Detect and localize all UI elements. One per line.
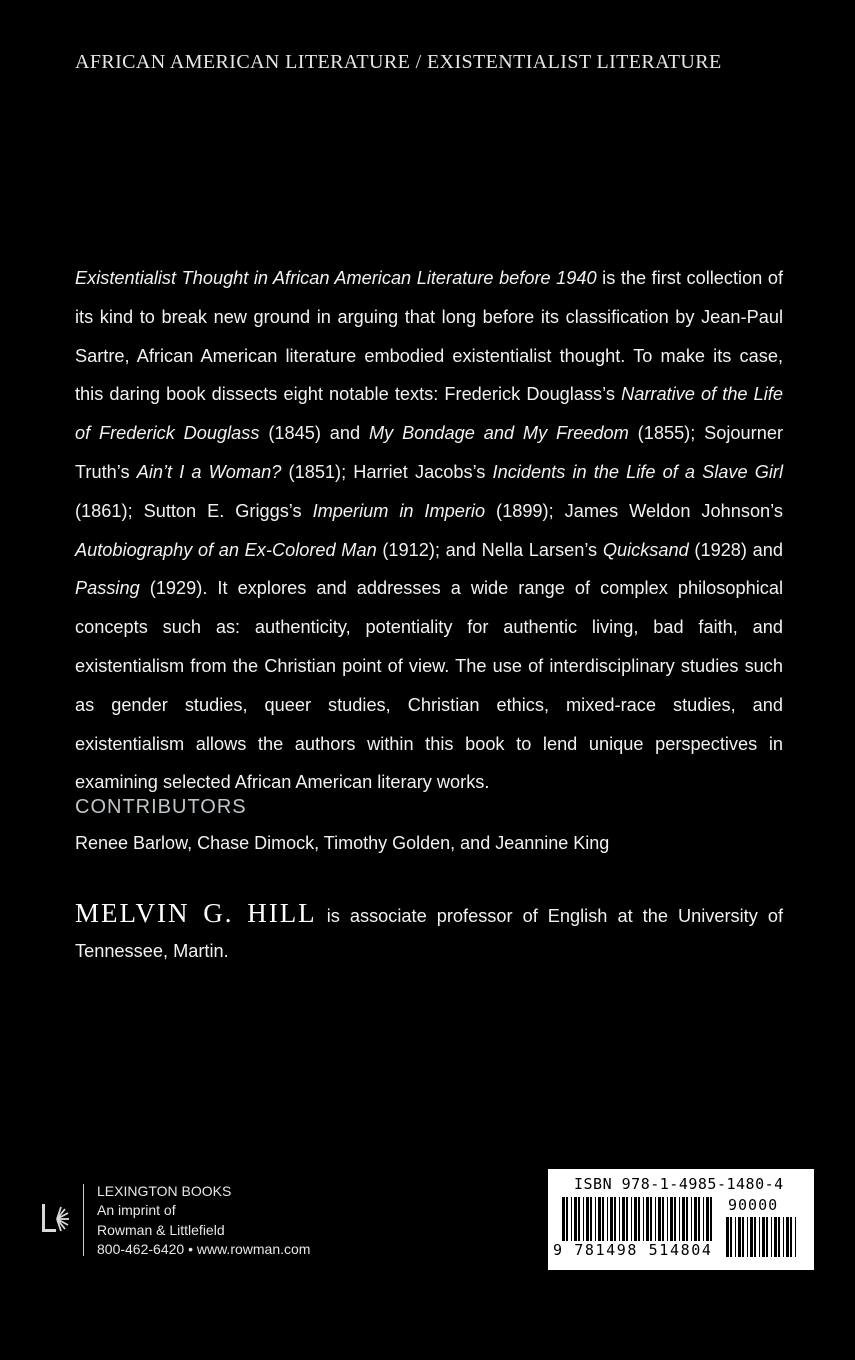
- description-segment: (1929). It explores and addresses a wide range of complex philosophical concepts such as: authenticity, potentiality for authentic living, bad faith, and existentialism from the Christian point of view. The use of interdisciplinary studies such as gender studies, queer studies, Christian ethics, mixed-race studies, and existentialism allows the authors within this book to lend unique perspectives in examining selected African American literary works.: [75, 578, 783, 793]
- barcode-bar: [735, 1217, 736, 1257]
- publisher-contact: 800-462-6420 • www.rowman.com: [97, 1240, 311, 1257]
- book-description: [75, 259, 783, 802]
- barcode-bar: [778, 1217, 780, 1257]
- barcode-bar: [795, 1217, 796, 1257]
- lexington-logo-icon: [40, 1200, 72, 1236]
- addon-barcode-bars: [726, 1217, 796, 1257]
- contributors-names: Renee Barlow, Chase Dimock, Timothy Golden, and Jeannine King: [75, 833, 610, 853]
- barcode-bar: [790, 1217, 792, 1257]
- category-label: AFRICAN AMERICAN LITERATURE / EXISTENTIALIST LITERATURE: [75, 51, 722, 73]
- description-segment: (1912); and Nella Larsen’s: [376, 539, 603, 560]
- barcode-bar: [766, 1217, 768, 1257]
- ean-number: 9 781498 514804: [553, 1241, 713, 1259]
- barcode-bar: [759, 1217, 760, 1257]
- italic-title-segment: Narrative of the Life of Frederick Douglass: [75, 384, 783, 444]
- author-bio-text: is associate professor of English at the University of Tennessee, Martin.: [75, 906, 783, 961]
- barcode-bar: [783, 1217, 784, 1257]
- contributors-heading: CONTRIBUTORS: [75, 796, 247, 818]
- description-segment: (1899); James Weldon Johnson’s: [485, 500, 783, 521]
- italic-title-segment: My Bondage and My Freedom: [368, 423, 629, 444]
- isbn-number: ISBN 978-1-4985-1480-4: [574, 1175, 784, 1193]
- barcode-bar: [754, 1217, 756, 1257]
- description-segment: (1928) and: [688, 539, 783, 560]
- barcode-bar: [762, 1217, 765, 1257]
- italic-title-segment: Incidents in the Life of a Slave Girl: [492, 461, 784, 482]
- publisher-imprint-line: An imprint of: [97, 1202, 176, 1219]
- barcode-bar: [742, 1217, 744, 1257]
- description-segment: is the first collection of its kind to break new ground in arguing that long before its classification by Jean-Paul Sartre, African American literature embodied existentialist thought. To make its case, this daring book dissects eight notable texts: Frederick Douglass’s: [75, 268, 784, 405]
- description-segment: (1851); Harriet Jacobs’s: [281, 461, 493, 482]
- author-bio: [75, 896, 783, 969]
- publisher-text: [97, 1182, 310, 1259]
- italic-title-segment: Existentialist Thought in African American Literature before 1940: [75, 268, 597, 288]
- isbn-barcode: [548, 1169, 814, 1270]
- description-segment: (1845) and: [259, 423, 369, 444]
- italic-title-segment: Imperium in Imperio: [312, 500, 486, 521]
- italic-title-segment: Autobiography of an Ex-Colored Man: [75, 539, 377, 560]
- description-segment: (1861); Sutton E. Griggs’s: [75, 500, 313, 521]
- barcode-bar: [771, 1217, 772, 1257]
- author-name: MELVIN G. HILL: [75, 898, 317, 928]
- barcode-bar: [747, 1217, 748, 1257]
- italic-title-segment: Ain’t I a Woman?: [136, 461, 282, 482]
- barcode-bar: [750, 1217, 753, 1257]
- italic-title-segment: Quicksand: [602, 539, 689, 560]
- barcode-bar: [738, 1217, 741, 1257]
- italic-title-segment: Passing: [75, 578, 140, 599]
- barcode-bar: [786, 1217, 789, 1257]
- barcode-bar: [730, 1217, 732, 1257]
- barcode-bar: [726, 1217, 729, 1257]
- price-addon-number: 90000: [728, 1196, 779, 1214]
- barcode-bar: [774, 1217, 777, 1257]
- publisher-divider: [83, 1184, 84, 1256]
- publisher-parent: Rowman & Littlefield: [97, 1221, 225, 1238]
- publisher-name: LEXINGTON BOOKS: [97, 1183, 232, 1199]
- description-segment: (1855); Sojourner Truth’s: [75, 423, 783, 482]
